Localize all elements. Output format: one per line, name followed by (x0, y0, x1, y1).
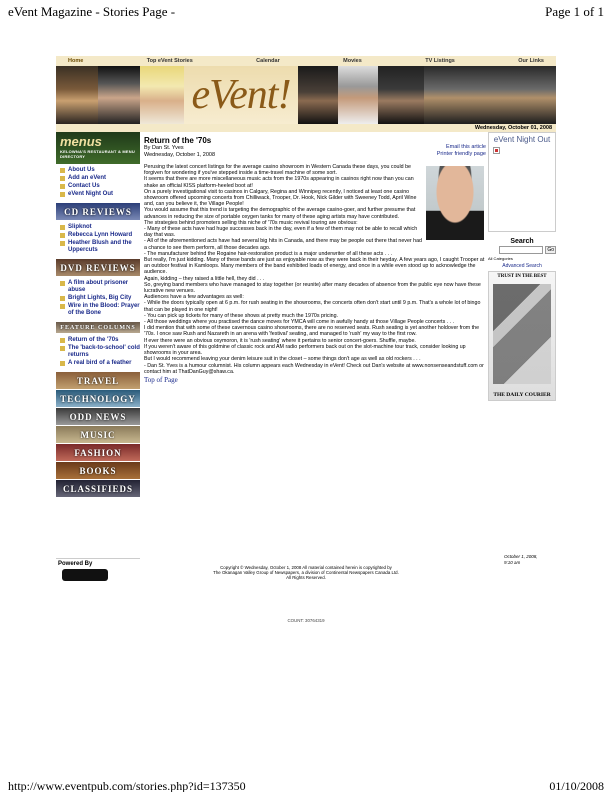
banner-photo (56, 66, 98, 124)
print-page-title: eVent Magazine - Stories Page - (8, 4, 176, 19)
courier-ad-photos (493, 284, 551, 384)
section-books-button[interactable]: BOOKS (56, 462, 140, 479)
article-paragraph: - You can pick up tickets for many of these shows at pretty much the 1970s pricing. (144, 312, 339, 319)
article-paragraph: - All those weddings where you practised the dance moves for YMCA will come in awfully handy at those Village People concerts . . . (144, 319, 455, 326)
section-music-button[interactable]: MUSIC (56, 426, 140, 443)
bullet-icon (60, 281, 65, 286)
nav-top-stories[interactable]: Top eVent Stories (146, 58, 193, 64)
link-cd-review[interactable]: Heather Blush and the Uppercuts (60, 240, 140, 254)
section-technology-button[interactable]: TECHNOLOGY (56, 390, 140, 407)
link-dvd-review[interactable]: Wire in the Blood: Prayer of the Bone (60, 303, 140, 317)
dvd-review-links (56, 277, 140, 321)
menus-directory-ad[interactable] (56, 132, 140, 164)
event-logo[interactable]: eVent! (184, 66, 298, 124)
link-about-us[interactable]: About Us (60, 167, 140, 174)
article-paragraph: If you weren't aware of this goldmine of classic rock and AM radio performers back out on the slot-machine tour track, consider looking up showrooms in your area. (144, 343, 466, 357)
article-body (144, 164, 486, 383)
dvd-reviews-header[interactable]: DVD REVIEWS (56, 259, 140, 276)
bullet-icon (60, 296, 65, 301)
bullet-icon (60, 304, 65, 309)
article-paragraph: It seems that there are more miscellaneous music acts from the 1970s appearing in casinos right now than you can shake an official KISS platform-heeled boot at! (144, 176, 414, 189)
article-paragraph: The strategies behind promoters selling this niche of '70s music revival touring are obvious: (144, 219, 358, 226)
search-go-button[interactable]: Go (547, 247, 554, 253)
nav-our-links[interactable]: Our Links (518, 58, 544, 64)
link-cd-review[interactable]: Slipknot (60, 224, 140, 231)
banner-photo (140, 66, 184, 124)
bullet-icon (60, 241, 65, 246)
copyright-notice: Copyright © Wednesday, October 1, 2008 All material contained herein is copyrighted by The Okanagan Valley Group of Newspapers, a division of Continental Newspapers Canada Ltd. All Rights Reserved. (213, 565, 399, 581)
powered-by-label: Powered By (58, 561, 93, 567)
courier-ad-tagline: TRUST IN THE BEST (497, 274, 547, 279)
search-box (488, 238, 556, 269)
powered-by-logo[interactable] (62, 569, 108, 581)
footer-timestamp: October 1, 2008, 9:10 am (504, 554, 538, 565)
link-contact-us[interactable]: Contact Us (60, 183, 140, 190)
bullet-icon (60, 225, 65, 230)
article-paragraph: You would assume that this trend is targeting the demographic of the average casino-goer, and further presume that advances in reducing the size of portable oxygen tanks for many of these aging artists may have contributed. (144, 207, 416, 220)
banner-photo (378, 66, 424, 124)
search-input[interactable] (499, 246, 543, 254)
bullet-icon (60, 361, 65, 366)
article-paragraph: But I would recommend leaving your denim leisure suit in the closet – some things don't age as well as old rockers . . . (144, 356, 421, 363)
link-feature-column[interactable]: The 'back-to-school' cold returns (60, 345, 140, 359)
author-bio: - Dan St. Yves is a humour columnist. His column appears each Wednesday in eVent! Check out Dan's website at www.nonsenseandstuff.com or contact him at ThatDanGuy@shaw.ca. (144, 362, 484, 375)
link-dvd-review[interactable]: A film about prisoner abuse (60, 280, 140, 294)
article-title: Return of the '70s (144, 136, 212, 145)
bullet-icon (60, 168, 65, 173)
bullet-icon (60, 338, 65, 343)
article-paragraph: If ever there were an obvious oxymoron, it is 'rush seating' where it pertains to senior concert-goers. Shuffle, maybe. (144, 337, 416, 344)
article-paragraph: Perusing the latest concert listings for the average casino showroom in Western Canada these days, you could be forgiven for wondering if you've stepped inside a time-travel machine of some sort. (144, 164, 411, 177)
top-of-page-link[interactable]: Top of Page (144, 375, 178, 384)
banner-photo (338, 66, 378, 124)
printer-friendly-link[interactable]: Printer friendly page (436, 151, 486, 157)
night-out-box (488, 132, 556, 232)
article-paragraph: I did mention that with some of these cavernous casino showrooms, there are no reserved seats. Rush seating is yet another holdover from the '70s. I once saw Rush and Nazareth in an arena with 'festival' seating, and managed to 'rush' my way to the first row. (144, 325, 480, 338)
nav-tv-listings[interactable]: TV Listings (425, 58, 455, 64)
daily-courier-ad[interactable] (488, 271, 556, 401)
menus-ad-title: menus (60, 134, 102, 149)
bullet-icon (60, 233, 65, 238)
powered-by (56, 558, 140, 588)
section-travel-button[interactable]: TRAVEL (56, 372, 140, 389)
article-paragraph: Audiences have a few advantages as well: (144, 294, 244, 301)
article-paragraph: - The manufacturer behind the Rogaine hair-restoration product is a major underwriter of all these acts . . . (144, 250, 393, 257)
article (144, 136, 486, 383)
banner-photo (298, 66, 338, 124)
print-page-number: Page 1 of 1 (545, 4, 604, 19)
link-night-out[interactable]: eVent Night Out (60, 191, 140, 198)
web-page (56, 56, 556, 626)
article-paragraph: - Many of these acts have had huge successes back in the day, even if a few of them may not be able to recall which day that was. (144, 226, 418, 239)
nav-calendar[interactable]: Calendar (256, 58, 280, 64)
print-date: 01/10/2008 (549, 779, 604, 792)
article-paragraph: - All of the aforementioned acts have had several big hits in Canada, and there may be people out there that never had a chance to see them perform, all those decades ago. (144, 238, 422, 251)
right-sidebar (488, 132, 556, 401)
banner-photo (424, 66, 556, 124)
left-sidebar (56, 132, 140, 498)
print-footer (8, 779, 604, 792)
section-classifieds-button[interactable]: CLASSIFIEDS (56, 480, 140, 497)
feature-columns-header[interactable]: FEATURE COLUMNS (56, 322, 140, 333)
banner-photo (98, 66, 140, 124)
night-out-checkbox[interactable] (493, 147, 500, 154)
article-paragraph: On a purely investigational visit to casinos in Calgary, Regina and Winnipeg recently, I noticed at least one casino showroom offered upcoming concerts from Chilliwack, Trooper, Dr. Hook, Nick Gilder with Sweeney Todd, April Wine and, can you believe it, the Village People! (144, 188, 417, 208)
article-paragraph: But really, I'm just kidding. Many of these bands are just as enjoyable now as they were back in their heyday. A few years ago, I caught Trooper at an outdoor festival in Kamloops. Many members of the band exhibited loads of energy, and once in a while even stood up to acknowledge the audience. (144, 257, 485, 276)
visitor-count: COUNT: 30764319 (287, 618, 325, 623)
article-byline: By Dan St. Yves (144, 145, 184, 151)
print-header (8, 4, 604, 22)
link-feature-column[interactable]: A real bird of a feather (60, 360, 140, 367)
cd-reviews-header[interactable]: CD REVIEWS (56, 203, 140, 220)
current-date: Wednesday, October 01, 2008 (56, 124, 556, 132)
section-odd-news-button[interactable]: ODD NEWS (56, 408, 140, 425)
section-fashion-button[interactable]: FASHION (56, 444, 140, 461)
bullet-icon (60, 184, 65, 189)
link-dvd-review[interactable]: Bright Lights, Big City (60, 295, 140, 302)
link-cd-review[interactable]: Rebecca Lynn Howard (60, 232, 140, 239)
link-feature-column[interactable]: Return of the '70s (60, 337, 140, 344)
article-paragraph: Again, kidding – they raised a little hell, they did . . . (144, 275, 265, 282)
courier-ad-logo: THE DAILY COURIER (493, 392, 551, 398)
nav-home[interactable]: Home (68, 58, 84, 64)
article-paragraph: - While the doors typically open at 6 p.m. for rush seating in the showrooms, the concerts often don't start until 9 p.m. That's a whole lot of bingo that can be played in one night! (144, 300, 481, 313)
author-photo (426, 166, 484, 240)
top-navigation (56, 56, 556, 66)
bullet-icon (60, 346, 65, 351)
advanced-search-link[interactable]: Advanced Search (502, 263, 542, 269)
main-links (56, 164, 140, 202)
cd-review-links (56, 221, 140, 258)
link-add-event[interactable]: Add an eVent (60, 175, 140, 182)
night-out-heading: eVent Night Out (493, 135, 551, 144)
category-select[interactable]: All Categories (488, 256, 513, 261)
article-date: Wednesday, October 1, 2008 (144, 151, 216, 158)
bullet-icon (60, 176, 65, 181)
feature-column-links (56, 334, 140, 371)
nav-movies[interactable]: Movies (343, 58, 362, 64)
menus-ad-subtitle: KELOWNA'S RESTAURANT & MENU DIRECTORY (60, 149, 135, 159)
search-label: Search (510, 238, 534, 245)
article-tools (437, 144, 486, 158)
bullet-icon (60, 192, 65, 197)
print-url: http://www.eventpub.com/stories.php?id=137350 (8, 779, 246, 792)
masthead-banner (56, 66, 556, 124)
article-paragraph: So, greying band members who have managed to stay together (or reunite) after many decades of absence from the public eye now have these lucrative new venues. (144, 281, 481, 295)
email-article-link[interactable]: Email this article (445, 144, 486, 150)
